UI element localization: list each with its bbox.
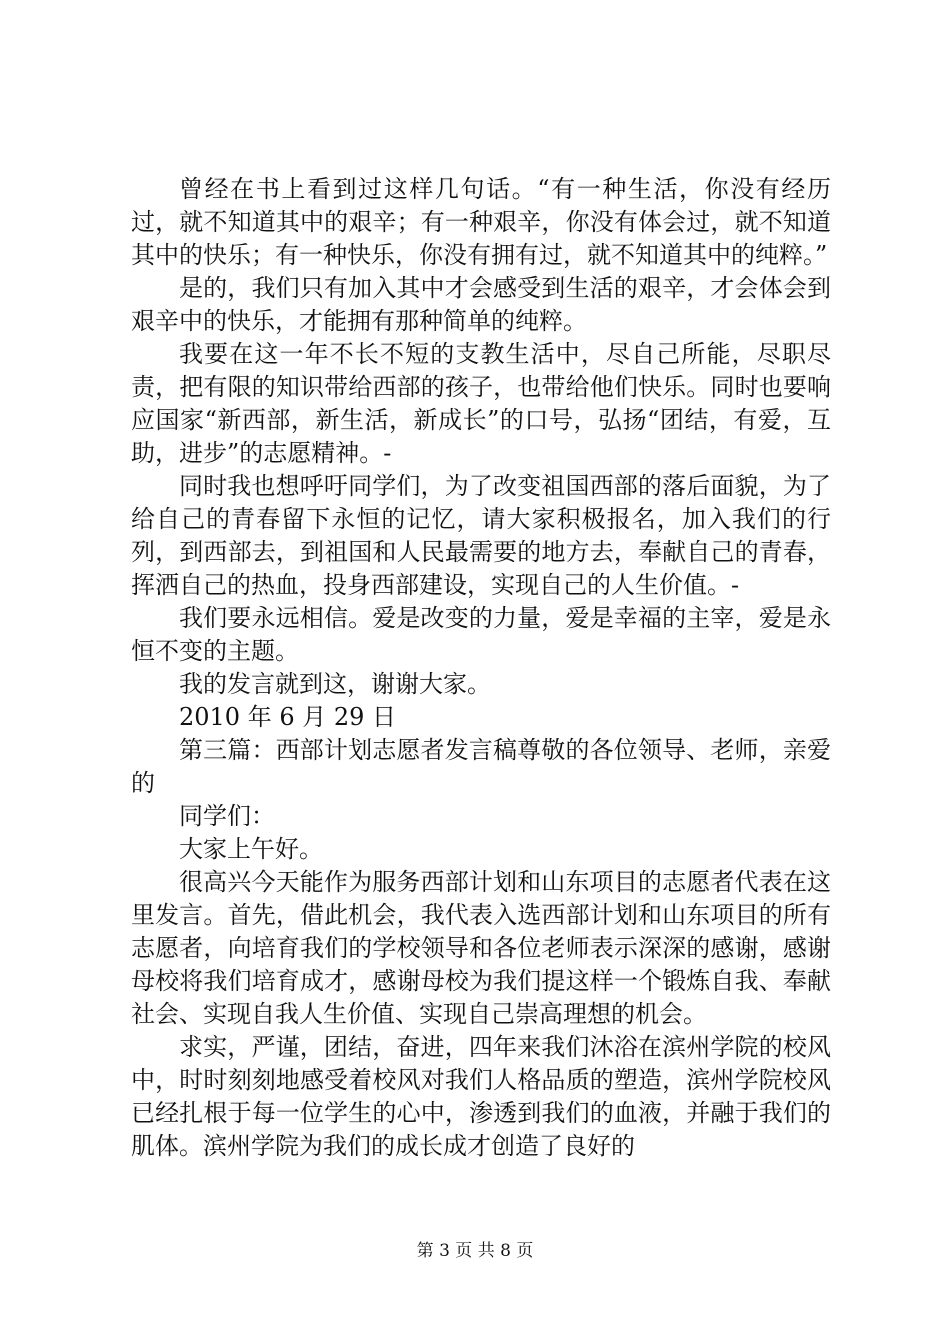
paragraph: 曾经在书上看到过这样几句话。“有一种生活，你没有经历过，就不知道其中的艰辛；有一种艰辛，你没有体会过，就不知道其中的快乐；有一种快乐，你没有拥有过，就不知道其中的纯粹。”	[131, 175, 831, 269]
salutation: 同学们：	[179, 802, 275, 830]
paragraph: 我要在这一年不长不短的支教生活中，尽自己所能，尽职尽责，把有限的知识带给西部的孩子，也带给他们快乐。同时也要响应国家“新西部，新生活，新成长”的口号，弘扬“团结，有爱，互助，进步”的志愿精神。-	[131, 340, 831, 467]
paragraph: 求实，严谨，团结，奋进，四年来我们沐浴在滨州学院的校风中，时时刻刻地感受着校风对我们人格品质的塑造，滨州学院校风已经扎根于每一位学生的心中，渗透到我们的血液，并融于我们的肌体。滨州学院为我们的成长成才创造了良好的	[131, 1033, 831, 1160]
paragraph: 很高兴今天能作为服务西部计划和山东项目的志愿者代表在这里发言。首先，借此机会，我代表入选西部计划和山东项目的所有志愿者，向培育我们的学校领导和各位老师表示深深的感谢，感谢母校将我们培育成才，感谢母校为我们提这样一个锻炼自我、奉献社会、实现自我人生价值、实现自己崇高理想的机会。	[131, 868, 831, 1028]
document-body	[131, 173, 831, 1163]
greeting: 大家上午好。	[179, 835, 323, 863]
paragraph: 是的，我们只有加入其中才会感受到生活的艰辛，才会体会到艰辛中的快乐，才能拥有那种简单的纯粹。	[131, 274, 831, 335]
section-heading: 第三篇：西部计划志愿者发言稿尊敬的各位领导、老师，亲爱的	[131, 736, 831, 797]
page-number-footer: 第 3 页 共 8 页	[416, 1241, 534, 1261]
paragraph: 同时我也想呼吁同学们，为了改变祖国西部的落后面貌，为了给自己的青春留下永恒的记忆，请大家积极报名，加入我们的行列，到西部去，到祖国和人民最需要的地方去，奉献自己的青春，挥洒自己的热血，投身西部建设，实现自己的人生价值。-	[131, 472, 831, 599]
paragraph: 我的发言就到这，谢谢大家。	[179, 670, 491, 698]
date-line: 2010 年 6 月 29 日	[179, 703, 397, 731]
paragraph: 我们要永远相信。爱是改变的力量，爱是幸福的主宰，爱是永恒不变的主题。	[131, 604, 831, 665]
